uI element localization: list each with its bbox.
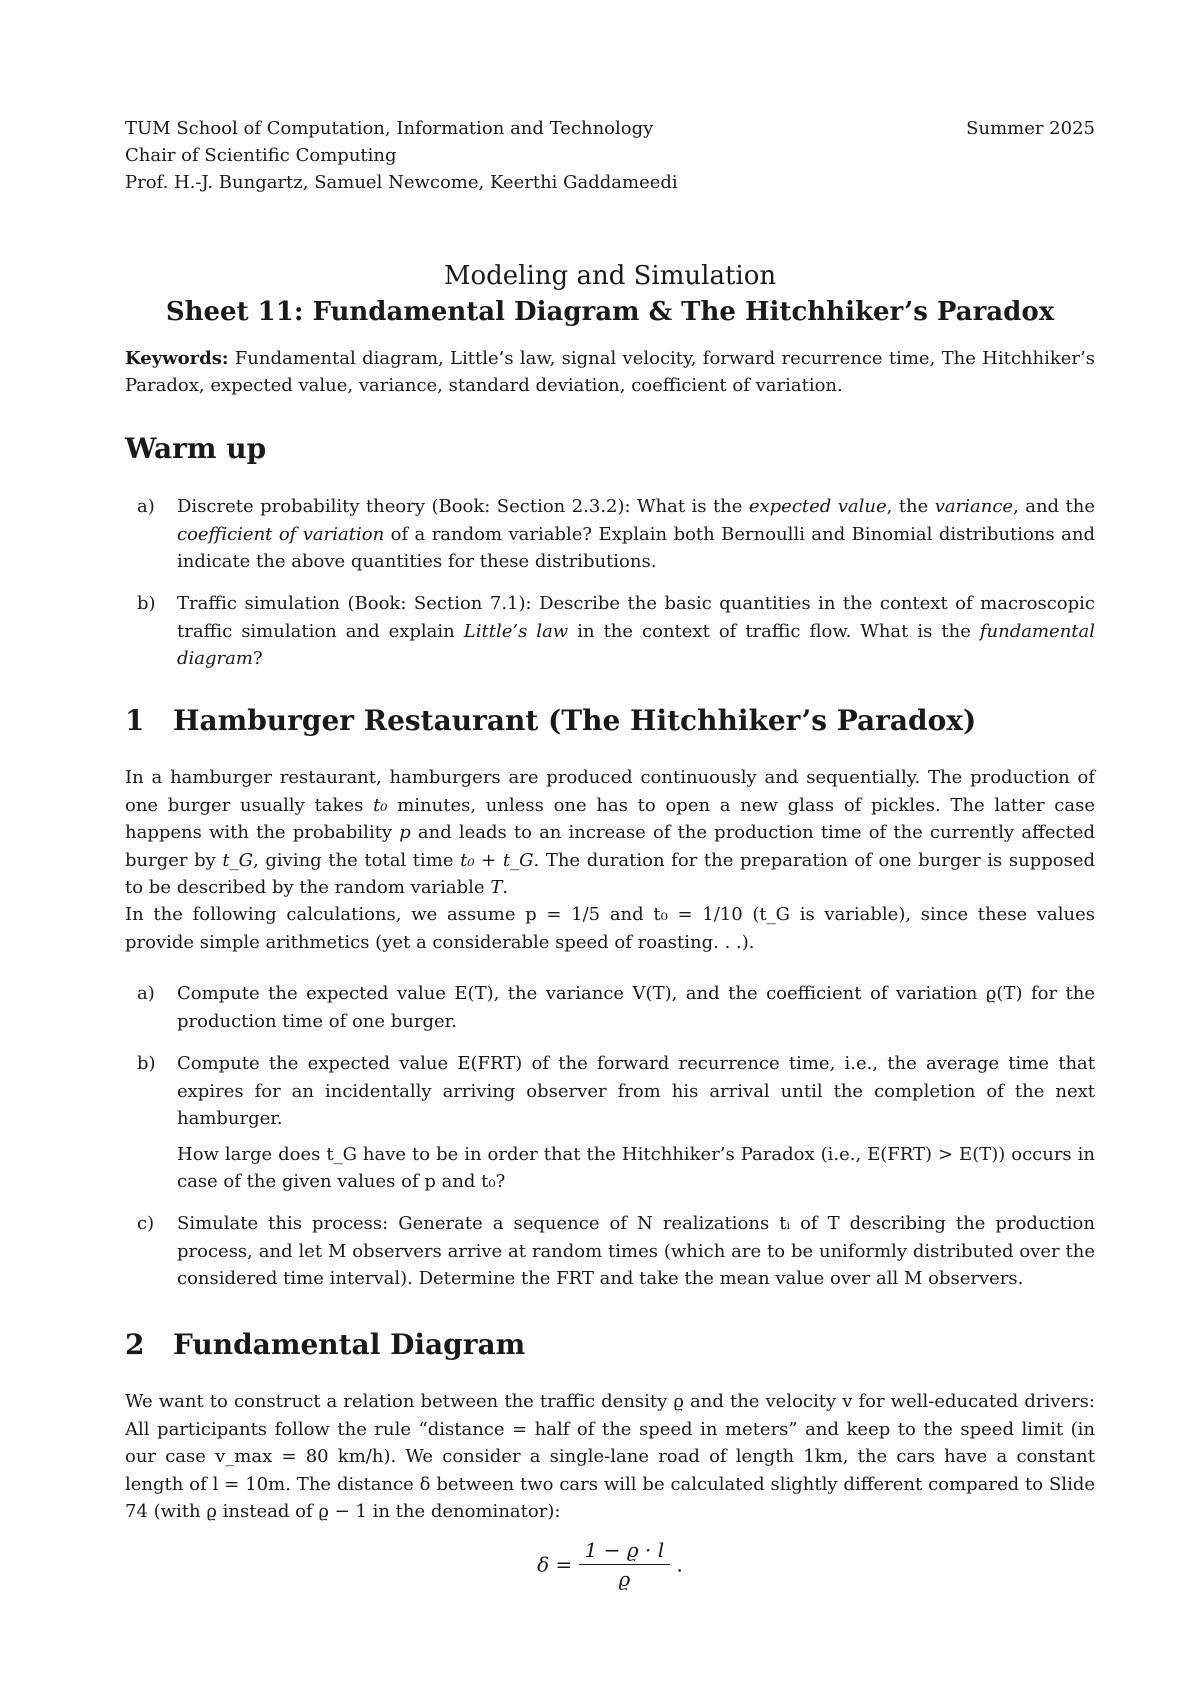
formula-lhs: δ =: [537, 1552, 573, 1577]
section-1-heading: [125, 704, 1095, 737]
distance-formula: [125, 1538, 1095, 1591]
sheet-header: [125, 115, 1095, 196]
formula-fraction: [579, 1538, 670, 1591]
school-name: TUM School of Computation, Information and Technology: [125, 118, 654, 139]
keywords-label: Keywords:: [125, 348, 229, 369]
section-title: Fundamental Diagram: [173, 1328, 526, 1361]
section-number: 2: [125, 1328, 145, 1361]
section-2-intro: We want to construct a relation between the traffic density ϱ and the velocity v for well-educated drivers: All participants follow the rule “distance = half of the speed in meters” and keep to the speed limit (in our case v_max = 80 km/h). We consider a single-lane road of length 1km, the cars have a constant length of l = 10m. The distance δ between two cars will be calculated slightly different compared to Slide 74 (with ϱ instead of ϱ − 1 in the denominator):: [125, 1391, 1095, 1522]
item-text: Compute the expected value E(FRT) of the forward recurrence time, i.e., the average time that expires for an incidentally arriving observer from his arrival until the completion of the next hamburger.: [177, 1053, 1095, 1129]
item-text: Discrete probability theory (Book: Section 2.3.2): What is the expected value, the variance, and the coefficient of variation of a random variable? Explain both Bernoulli and Binomial distributions and indicate the above quantities for these distributions.: [177, 496, 1095, 572]
item-label: b): [137, 593, 156, 614]
warmup-heading: Warm up: [125, 432, 267, 465]
item-label: b): [137, 1053, 156, 1074]
instructors: Prof. H.-J. Bungartz, Samuel Newcome, Keerthi Gaddameedi: [125, 172, 678, 193]
item-text-followup: How large does t_G have to be in order that the Hitchhiker’s Paradox (i.e., E(FRT) > E(T)) occurs in case of the given values of p and t₀?: [177, 1143, 1095, 1192]
section-title: Hamburger Restaurant (The Hitchhiker’s Paradox): [173, 704, 977, 737]
section-1-item-b: [137, 1050, 1095, 1196]
warmup-item-a: [137, 493, 1095, 576]
course-title: Modeling and Simulation: [443, 261, 777, 291]
item-text: Compute the expected value E(T), the variance V(T), and the coefficient of variation ϱ(T) for the production time of one burger.: [177, 983, 1095, 1032]
title-block: [125, 258, 1095, 330]
formula-denominator: ϱ: [618, 1567, 631, 1591]
item-text: Traffic simulation (Book: Section 7.1): Describe the basic quantities in the context of macroscopic traffic simulation and explain Little’s law in the context of traffic flow. What is the fundamental diagram?: [177, 593, 1096, 669]
item-text: Simulate this process: Generate a sequence of N realizations tᵢ of T describing the production process, and let M observers arrive at random times (which are to be uniformly distributed over the considered time interval). Determine the FRT and take the mean value over all M observers.: [177, 1213, 1095, 1289]
section-number: 1: [125, 704, 145, 737]
section-1-assumptions: In the following calculations, we assume p = 1/5 and t₀ = 1/10 (t_G is variable), since these values provide simple arithmetics (yet a considerable speed of roasting. . .).: [125, 904, 1095, 953]
sheet-title: Sheet 11: Fundamental Diagram & The Hitchhiker’s Paradox: [165, 297, 1055, 327]
item-label: a): [137, 983, 155, 1004]
term-label: Summer 2025: [966, 118, 1095, 139]
section-1-item-a: [137, 980, 1095, 1035]
item-label: c): [137, 1213, 155, 1234]
section-1-item-c: [137, 1210, 1095, 1293]
warmup-item-b: [137, 590, 1095, 673]
keywords-text: Fundamental diagram, Little’s law, signal velocity, forward recurrence time, The Hitchhiker’s Paradox, expected value, variance, standard deviation, coefficient of variation.: [125, 348, 1095, 396]
formula-period: .: [676, 1552, 683, 1577]
formula-numerator: 1 − ϱ · l: [579, 1538, 670, 1565]
chair-name: Chair of Scientific Computing: [125, 145, 397, 166]
item-label: a): [137, 496, 155, 517]
section-2-heading: [125, 1328, 1095, 1361]
section-1-intro: In a hamburger restaurant, hamburgers are produced continuously and sequentially. The production of one burger usually takes t₀ minutes, unless one has to open a new glass of pickles. The latter case happens with the probability p and leads to an increase of the production time of the currently affected burger by t_G, giving the total time t₀ + t_G. The duration for the preparation of one burger is supposed to be described by the random variable T.: [125, 767, 1096, 898]
keywords-paragraph: [125, 345, 1095, 399]
